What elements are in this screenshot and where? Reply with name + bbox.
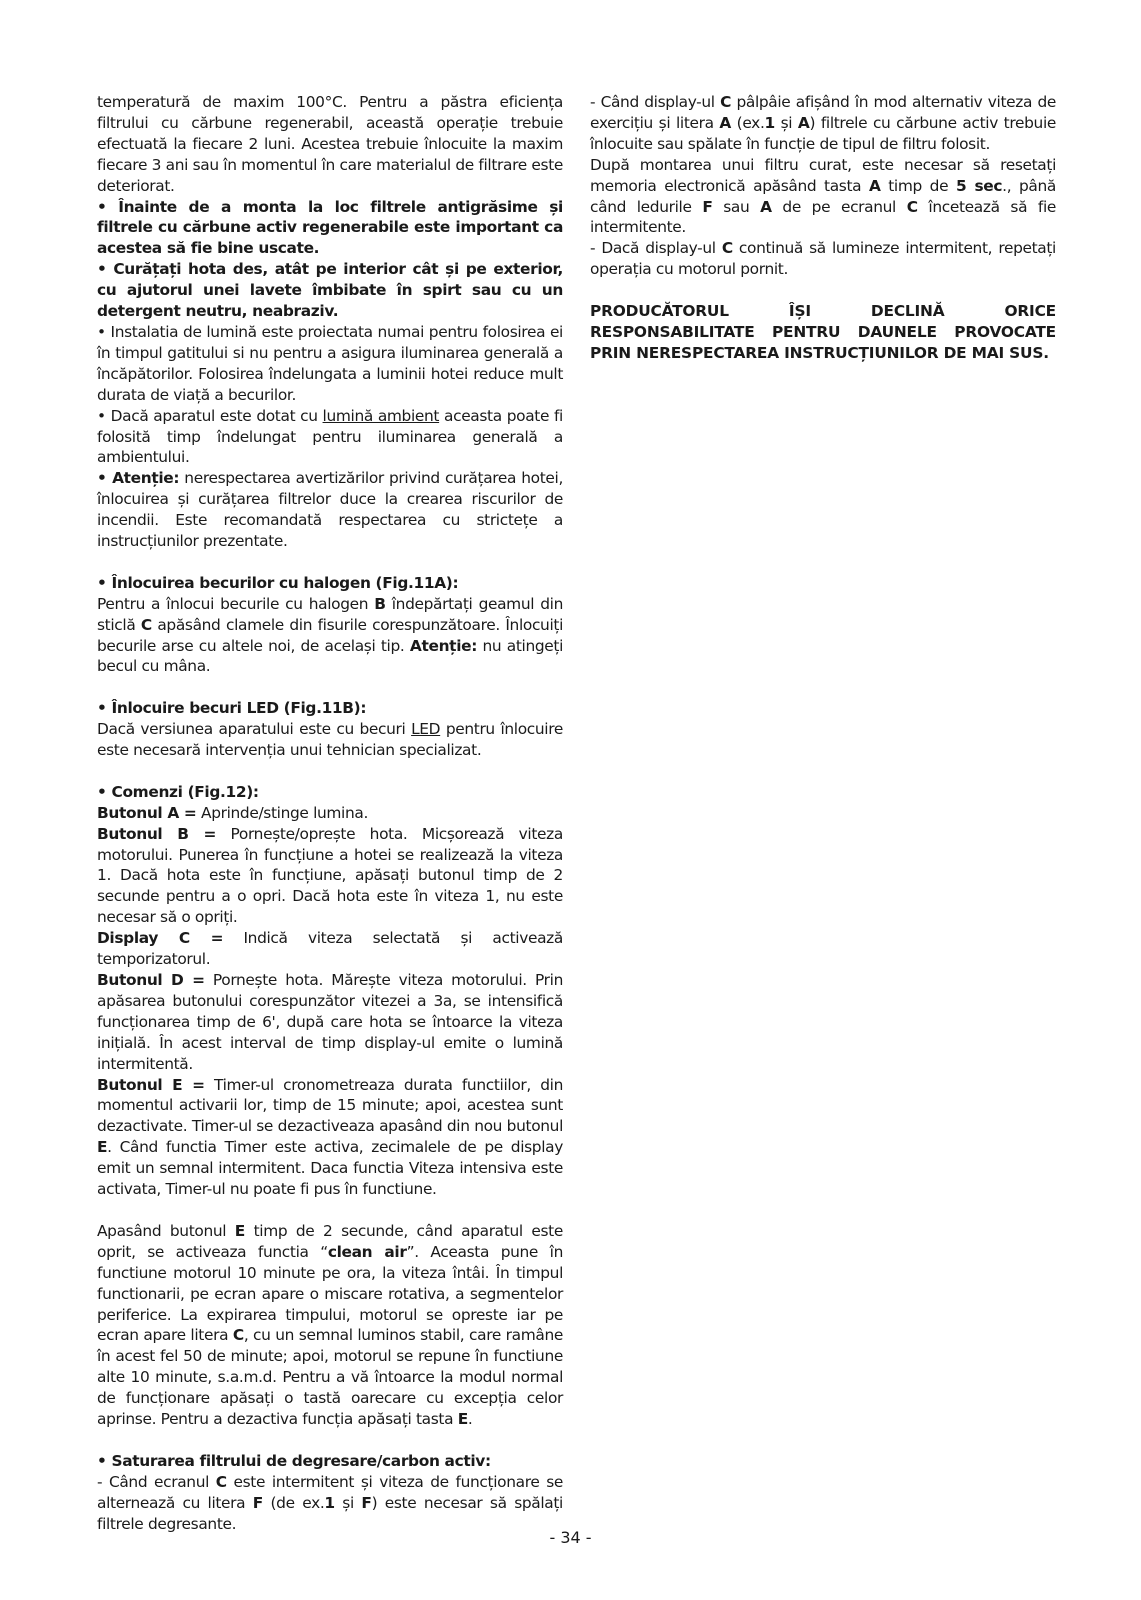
dry-filters-note: • Înainte de a monta la loc filtrele antigrăsime și filtrele cu cărbune activ regenerabile este important ca acestea să fie bine uscate. [97,197,563,258]
carbon-filter-paragraph: - Când display-ul C pâlpâie afișând în mod alternativ viteza de exercițiu și litera A (ex.1 și A) filtrele cu cărbune activ trebuie înlocuite sau spălate în funcție de tipul de filtru folosit. [590,93,1056,153]
page-number: - 34 - [549,1528,592,1547]
clean-air-paragraph: Apasând butonul E timp de 2 secunde, când aparatul este oprit, se activeaza functia “clean air”. Aceasta pune în functiune motorul 10 minute pe ora, la viteza întâi. În timpul functionarii, pe ecran apare o miscare rotativa, a segmentelor periferice. La expirarea timpului, motorul se opreste iar pe ecran apare litera C, cu un semnal luminos stabil, care ramâne în acest fel 50 de minute; apoi, motorul se repune în functiune alte 10 minute, s.a.m.d. Pentru a vă întoarce la modul normal de funcționare apăsați o tastă oarecare cu excepția celor aprinse. Pentru a dezactiva funcția apăsați tasta E. [97,1221,564,1429]
halogen-paragraph: Pentru a înlocui becurile cu halogen B îndepărtați geamul din sticlă C apăsând clamele din fisurile corespunzătoare. Înlocuiți becurile arse cu altele noi, de același tip. Atenție: nu atingeți becul cu mâna. [97,594,564,676]
ambient-light-link-text: lumină ambient [322,406,440,425]
button-b-description: Butonul B = Pornește/oprește hota. Micșorează viteza motorului. Punerea în funcțiune a hotei se realizează la viteza 1. Dacă hota este în funcțiune, apăsați butonul timp de 2 secunde pentru a o opri. Dacă hota este în viteza 1, nu este necesar să o opriți. [97,824,563,927]
attention-note: • Atenție: nerespectarea avertizărilor privind curățarea hotei, înlocuirea și curățarea filtrelor duce la crearea riscurilor de incendii. Este recomandată respectarea cu strictețe a instrucțiunilor prezentate. [97,469,563,551]
led-paragraph: Dacă versiunea aparatului este cu becuri LED pentru înlocuire este necesară intervenția unui tehnician specializat. [97,720,563,760]
repeat-operation-paragraph: - Dacă display-ul C continuă să lumineze intermitent, repetați operația cu motorul pornit. [590,239,1056,279]
saturation-paragraph: - Când ecranul C este intermitent și viteza de funcționare se alternează cu litera F (de ex.1 și F) este necesar să spălați filtrele degresante. [97,1472,563,1533]
display-c-description: Display C = Indică viteza selectată și activează temporizatorul. [97,929,563,969]
clean-hood-note: • Curățați hota des, atât pe interior cât și pe exterior, cu ajutorul unei lavete îmbibate în spirt sau cu un detergent neutru, neabraziv. [97,260,563,321]
reset-memory-paragraph: După montarea unui filtru curat, este necesar să resetați memoria electronică apăsând tasta A timp de 5 sec., până când ledurile F sau A de pe ecranul C încetează să fie intermitente. [590,155,1056,237]
button-a-description: Butonul A = Aprinde/stinge lumina. [97,803,368,822]
right-column [590,92,1056,364]
liability-notice: PRODUCĂTORUL ÎȘI DECLINĂ ORICE RESPONSABILITATE PENTRU DAUNELE PROVOCATE PRIN NERESPECTAREA INSTRUCȚIUNILOR DE MAI SUS. [590,302,1056,362]
lighting-note: • Instalatia de lumină este proiectata numai pentru folosirea ei în timpul gatitului si nu pentru a asigura iluminarea generală a încăpătorilor. Folosirea îndelungata a luminii hotei reduce mult durata de viață a becurilor. [97,322,563,404]
left-column [97,92,563,1534]
controls-heading: • Comenzi (Fig.12): [97,782,259,801]
button-d-description: Butonul D = Pornește hota. Mărește viteza motorului. Prin apăsarea butonului corespunzător vitezei a 3a, se intensifică funcționarea timp de 6', după care hota se întoarce la viteza inițială. În acest interval de timp display-ul emite o lumină intermitentă. [97,971,563,1073]
button-e-description: Butonul E = Timer-ul cronometreaza durata functiilor, din momentul activarii lor, timp de 15 minute; apoi, acestea sunt dezactivate. Timer-ul se dezactiveaza apasând din nou butonul E. Când functia Timer este activa, zecimalele de pe display emit un semnal intermitent. Daca functia Viteza intensiva este activata, Timer-ul nu poate fi pus în functiune. [97,1075,563,1199]
filter-maintenance-paragraph: temperatură de maxim 100°C. Pentru a păstra eficiența filtrului cu cărbune regenerabil, această operație trebuie efectuată la fiecare 2 luni. Acestea trebuie înlocuite la maxim fiecare 3 ani sau în momentul în care materialul de filtrare este deteriorat. [97,93,563,195]
halogen-heading: • Înlocuirea becurilor cu halogen (Fig.11A): [97,573,459,592]
saturation-heading: • Saturarea filtrului de degresare/carbon activ: [97,1451,491,1470]
ambient-light-note: • Dacă aparatul este dotat cu lumină ambient aceasta poate fi folosită timp îndelungat pentru iluminarea generală a ambientului. [97,406,563,467]
led-heading: • Înlocuire becuri LED (Fig.11B): [97,699,367,718]
